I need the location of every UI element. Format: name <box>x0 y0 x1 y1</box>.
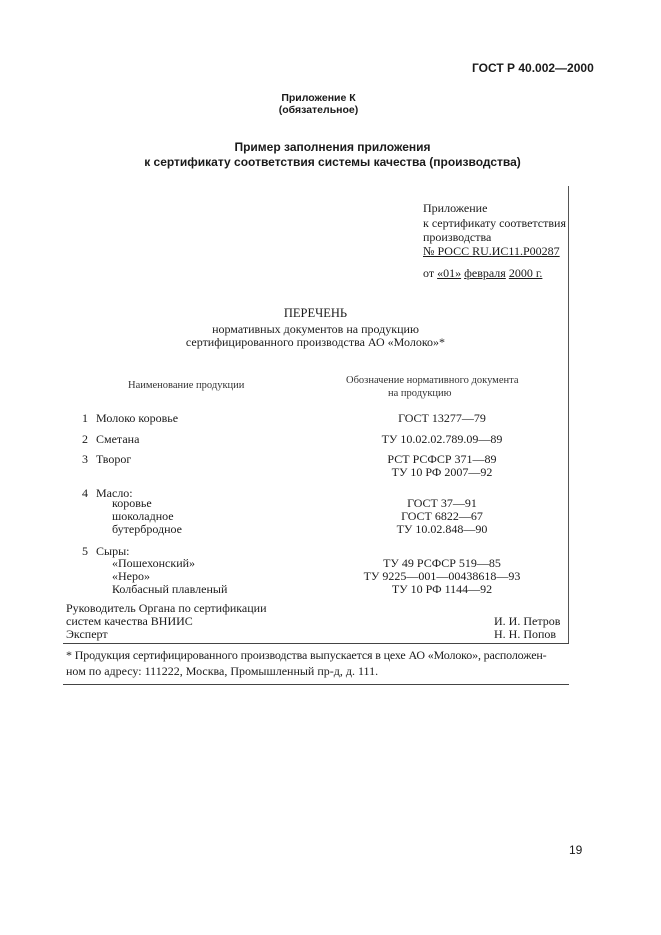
signature-expert-label: Эксперт <box>66 627 108 641</box>
row-4-item-1: коровье <box>112 496 152 510</box>
appendix-subtitle: (обязательное) <box>278 104 359 116</box>
row-4-item-3-doc: ТУ 10.02.848—90 <box>396 522 488 536</box>
row-3-doc-2: ТУ 10 РФ 2007—92 <box>391 465 493 479</box>
appendix-heading-line1: Пример заполнения приложения <box>234 140 431 154</box>
attachment-line3: производства <box>423 230 492 244</box>
appendix-heading-line2: к сертификату соответствия системы качества (производства) <box>144 155 521 169</box>
row-1-doc: ГОСТ 13277—79 <box>398 411 486 425</box>
list-subtitle2: сертифицированного производства АО «Молоко»* <box>185 335 446 349</box>
row-3-number: 3 <box>82 452 88 466</box>
column-header-product: Наименование продукции <box>128 380 245 391</box>
row-3-doc: РСТ РСФСР 371—89 <box>387 452 497 466</box>
column-header-doc-line1: Обозначение нормативного документа <box>346 375 519 386</box>
footnote-line2: ном по адресу: 111222, Москва, Промышленный пр-д, д. 111. <box>66 664 379 678</box>
date-year: 2000 г. <box>508 266 543 280</box>
appendix-title: Приложение К <box>281 92 356 104</box>
row-5-item-1: «Пошехонский» <box>112 556 196 570</box>
column-header-doc-line2: на продукцию <box>388 388 452 399</box>
row-5-item-2-doc: ТУ 9225—001—00438618—93 <box>363 569 521 583</box>
row-4-number: 4 <box>82 486 88 500</box>
row-4-item-3: бутербродное <box>112 522 182 536</box>
row-2-number: 2 <box>82 432 88 446</box>
date-month: февраля <box>464 266 506 280</box>
row-5-item-3-doc: ТУ 10 РФ 1144—92 <box>391 582 493 596</box>
row-4-product: Масло: <box>96 486 133 500</box>
row-4-item-1-doc: ГОСТ 37—91 <box>407 496 477 510</box>
row-4-item-2: шоколадное <box>112 509 174 523</box>
document-right-border <box>568 186 569 644</box>
list-subtitle1: нормативных документов на продукцию <box>212 322 419 336</box>
row-3-product: Творог <box>96 452 132 466</box>
row-5-item-3: Колбасный плавленый <box>112 582 228 596</box>
row-4-item-2-doc: ГОСТ 6822—67 <box>401 509 483 523</box>
row-1-number: 1 <box>82 411 88 425</box>
row-5-number: 5 <box>82 544 88 558</box>
row-5-product: Сыры: <box>96 544 130 558</box>
signature-head-line2: систем качества ВНИИС <box>66 614 193 628</box>
date-day: «01» <box>437 266 462 280</box>
certificate-number: № РОСС RU.ИС11.Р00287 <box>423 244 560 258</box>
standard-code: ГОСТ Р 40.002—2000 <box>472 61 594 75</box>
list-title: ПЕРЕЧЕНЬ <box>283 306 348 320</box>
signature-head-line1: Руководитель Органа по сертификации <box>66 601 267 615</box>
attachment-line1: Приложение <box>423 201 488 215</box>
attachment-date <box>423 266 542 281</box>
document-bottom-border <box>63 684 569 685</box>
row-1-product: Молоко коровье <box>96 411 179 425</box>
signature-expert-name: Н. Н. Попов <box>494 627 557 641</box>
signature-head-name: И. И. Петров <box>494 614 561 628</box>
attachment-line2: к сертификату соответствия <box>423 216 566 230</box>
footnote-line1: * Продукция сертифицированного производства выпускается в цехе АО «Молоко», расположен- <box>66 648 547 662</box>
page-number: 19 <box>569 843 583 857</box>
row-2-doc: ТУ 10.02.02.789.09—89 <box>381 432 503 446</box>
footnote-divider <box>63 643 569 644</box>
row-5-item-2: «Неро» <box>112 569 150 583</box>
date-prefix: от <box>423 266 435 280</box>
row-5-item-1-doc: ТУ 49 РСФСР 519—85 <box>383 556 501 570</box>
row-2-product: Сметана <box>96 432 140 446</box>
